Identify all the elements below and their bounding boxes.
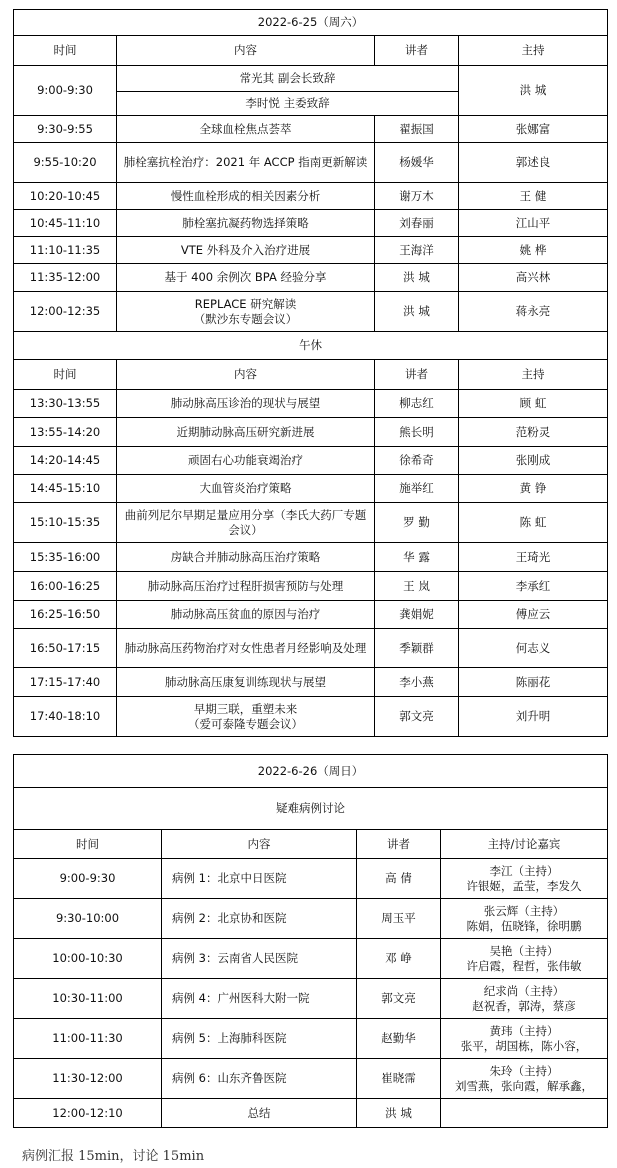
time-cell: 14:20-14:45 [14,447,117,475]
table-row [14,697,608,737]
content-cell: 近期肺动脉高压研究新进展 [117,418,375,447]
time-cell: 13:55-14:20 [14,418,117,447]
time-cell: 16:25-16:50 [14,601,117,629]
time-cell: 13:30-13:55 [14,390,117,418]
content-cell: 病例 1：北京中日医院 [162,859,357,899]
host-cell-line: 纪求尚（主持） [483,983,565,998]
speaker-cell: 杨媛华 [375,143,459,183]
time-cell: 9:00-9:30 [14,859,162,899]
time-cell: 14:45-15:10 [14,475,117,503]
time-cell: 15:10-15:35 [14,503,117,543]
host-cell: 范粉灵 [459,418,608,447]
speaker-cell: 邓 峥 [357,939,441,979]
content-cell: 病例 3：云南省人民医院 [162,939,357,979]
header-row [14,830,608,859]
host-cell-line: 刘雪燕，张向霞，解承鑫， [455,1078,593,1093]
time-cell: 12:00-12:10 [14,1099,162,1128]
content-cell: 大血管炎治疗策略 [117,475,375,503]
table-row [14,1019,608,1059]
time-cell: 10:20-10:45 [14,183,117,210]
host-cell [441,939,608,979]
host-cell [441,859,608,899]
host-cell: 张娜富 [459,116,608,143]
host-cell: 黄 铮 [459,475,608,503]
host-cell: 王 健 [459,183,608,210]
day2-date: 2022-6-26（周日） [14,755,608,788]
content-cell-line: REPLACE 研究解读 [194,296,297,311]
day2-schedule-table [13,754,608,1128]
col-header-time: 时间 [14,830,162,859]
host-cell-line: 吴艳（主持） [489,943,559,958]
time-cell: 9:55-10:20 [14,143,117,183]
host-cell-line: 张平，胡国栋，陈小容， [460,1038,588,1053]
content-cell-line: （默沙东专题会议） [193,311,298,326]
col-header-speaker: 讲者 [357,830,441,859]
content-cell: 肺动脉高压治疗过程肝损害预防与处理 [117,572,375,601]
col-header-host: 主持/讨论嘉宾 [441,830,608,859]
table-row [14,629,608,668]
host-cell [441,899,608,939]
content-cell: 总结 [162,1099,357,1128]
content-cell: 肺动脉高压贫血的原因与治疗 [117,601,375,629]
date-row [14,755,608,788]
content-cell: VTE 外科及介入治疗进展 [117,237,375,264]
opening-item: 李时悦 主委致辞 [117,92,459,116]
table-row [14,447,608,475]
host-cell-line: 张云辉（主持） [483,903,565,918]
host-cell: 洪 城 [459,66,608,116]
speaker-cell: 洪 城 [357,1099,441,1128]
time-cell: 10:00-10:30 [14,939,162,979]
content-cell: 病例 5：上海肺科医院 [162,1019,357,1059]
table-row [14,979,608,1019]
host-cell-line: 朱玲（主持） [489,1063,559,1078]
content-cell: 基于 400 余例次 BPA 经验分享 [117,264,375,292]
time-cell: 10:45-11:10 [14,210,117,237]
speaker-cell: 熊长明 [375,418,459,447]
speaker-cell: 崔晓霈 [357,1059,441,1099]
table-row [14,264,608,292]
time-cell: 17:15-17:40 [14,668,117,697]
col-header-speaker: 讲者 [375,36,459,66]
header-row [14,36,608,66]
host-cell: 张刚成 [459,447,608,475]
table-row [14,143,608,183]
col-header-speaker: 讲者 [375,360,459,390]
speaker-cell: 李小燕 [375,668,459,697]
host-cell: 江山平 [459,210,608,237]
content-cell: 病例 4：广州医科大附一院 [162,979,357,1019]
content-cell: 曲前列尼尔早期足量应用分享（李氏大药厂专题会议） [117,503,375,543]
content-cell: 病例 6：山东齐鲁医院 [162,1059,357,1099]
host-cell: 姚 桦 [459,237,608,264]
speaker-cell: 周玉平 [357,899,441,939]
lunch-break: 午休 [14,332,608,360]
table-row [14,543,608,572]
time-cell: 11:10-11:35 [14,237,117,264]
host-cell-line: 赵祝香，郭涛，蔡彦 [472,998,576,1013]
header-row [14,360,608,390]
host-cell-line: 陈娟，伍晓锋，徐明鹏 [466,918,582,933]
table-row [14,390,608,418]
speaker-cell: 罗 勤 [375,503,459,543]
section-row [14,788,608,830]
speaker-cell: 高 倩 [357,859,441,899]
speaker-cell: 洪 城 [375,292,459,332]
time-cell: 12:00-12:35 [14,292,117,332]
time-cell: 9:30-9:55 [14,116,117,143]
host-cell-line: 李江（主持） [489,863,559,878]
content-cell: 房缺合并肺动脉高压治疗策略 [117,543,375,572]
host-cell: 陈丽花 [459,668,608,697]
speaker-cell: 洪 城 [375,264,459,292]
speaker-cell: 施举红 [375,475,459,503]
table-row [14,418,608,447]
section-title: 疑难病例讨论 [14,788,608,830]
col-header-content: 内容 [117,36,375,66]
table-row [14,939,608,979]
time-cell: 16:00-16:25 [14,572,117,601]
time-cell: 9:00-9:30 [14,66,117,116]
host-cell: 何志义 [459,629,608,668]
time-cell: 16:50-17:15 [14,629,117,668]
speaker-cell: 柳志红 [375,390,459,418]
date-row [14,10,608,36]
content-cell: 肺栓塞抗栓治疗：2021 年 ACCP 指南更新解读 [117,143,375,183]
table-row [14,572,608,601]
table-row [14,210,608,237]
time-cell: 15:35-16:00 [14,543,117,572]
host-cell: 刘升明 [459,697,608,737]
host-cell-line: 许启霞，程哲，张伟敏 [466,958,582,973]
table-row [14,116,608,143]
host-cell: 傅应云 [459,601,608,629]
host-cell: 高兴林 [459,264,608,292]
col-header-content: 内容 [162,830,357,859]
col-header-host: 主持 [459,36,608,66]
table-row [14,503,608,543]
content-cell [117,697,375,737]
host-cell: 陈 虹 [459,503,608,543]
speaker-cell: 华 露 [375,543,459,572]
content-cell [117,292,375,332]
content-cell-line: 早期三联，重塑未来 [193,701,298,716]
content-cell: 病例 2：北京协和医院 [162,899,357,939]
table-row [14,292,608,332]
content-cell: 全球血栓焦点荟萃 [117,116,375,143]
col-header-time: 时间 [14,360,117,390]
time-cell: 17:40-18:10 [14,697,117,737]
table-row [14,237,608,264]
opening-row [14,66,608,92]
speaker-cell: 徐希奇 [375,447,459,475]
day1-date: 2022-6-25（周六） [14,10,608,36]
col-header-content: 内容 [117,360,375,390]
host-cell: 蒋永亮 [459,292,608,332]
speaker-cell: 赵勤华 [357,1019,441,1059]
table-row [14,668,608,697]
footnote: 病例汇报 15min，讨论 15min [22,1149,205,1164]
table-row [14,601,608,629]
content-cell: 肺栓塞抗凝药物选择策略 [117,210,375,237]
host-cell-line: 许银姬，孟莹，李发久 [466,878,582,893]
day1-schedule-table [13,9,608,737]
speaker-cell: 季颖群 [375,629,459,668]
speaker-cell: 翟振国 [375,116,459,143]
table-row [14,475,608,503]
content-cell: 肺动脉高压康复训练现状与展望 [117,668,375,697]
host-cell-line: 黄玮（主持） [489,1023,559,1038]
time-cell: 10:30-11:00 [14,979,162,1019]
content-cell: 顽固右心功能衰竭治疗 [117,447,375,475]
col-header-time: 时间 [14,36,117,66]
host-cell: 郭述良 [459,143,608,183]
opening-item: 常光其 副会长致辞 [117,66,459,92]
speaker-cell: 谢万木 [375,183,459,210]
speaker-cell: 刘春丽 [375,210,459,237]
time-cell: 9:30-10:00 [14,899,162,939]
speaker-cell: 郭文亮 [375,697,459,737]
host-cell [441,1019,608,1059]
content-cell: 肺动脉高压诊治的现状与展望 [117,390,375,418]
time-cell: 11:00-11:30 [14,1019,162,1059]
speaker-cell: 王海洋 [375,237,459,264]
content-cell: 慢性血栓形成的相关因素分析 [117,183,375,210]
host-cell [441,1099,608,1128]
host-cell [441,979,608,1019]
table-row [14,859,608,899]
content-cell-line: （爱可泰隆专题会议） [188,716,303,731]
speaker-cell: 郭文亮 [357,979,441,1019]
host-cell: 李承红 [459,572,608,601]
content-cell: 肺动脉高压药物治疗对女性患者月经影响及处理 [117,629,375,668]
host-cell: 王琦光 [459,543,608,572]
summary-row [14,1099,608,1128]
col-header-host: 主持 [459,360,608,390]
time-cell: 11:30-12:00 [14,1059,162,1099]
table-row [14,1059,608,1099]
table-row [14,899,608,939]
table-row [14,183,608,210]
host-cell: 顾 虹 [459,390,608,418]
speaker-cell: 王 岚 [375,572,459,601]
time-cell: 11:35-12:00 [14,264,117,292]
host-cell [441,1059,608,1099]
speaker-cell: 龚娟妮 [375,601,459,629]
break-row [14,332,608,360]
